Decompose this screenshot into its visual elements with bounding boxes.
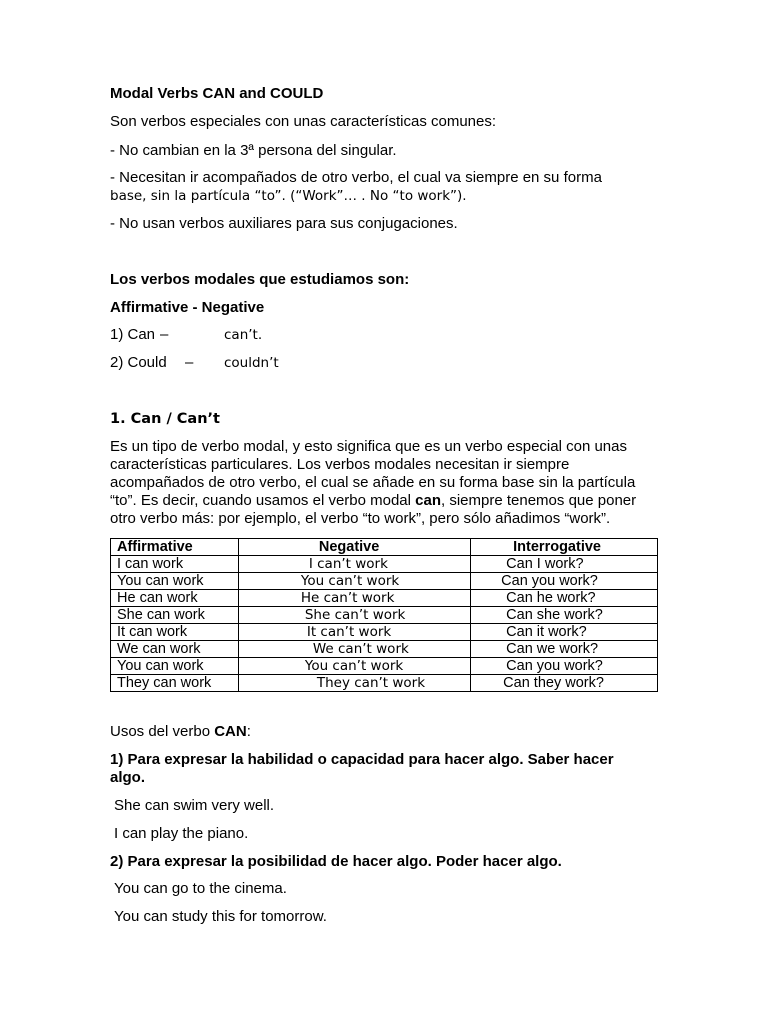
table-row [111,607,658,624]
header-negative: Negative [238,539,470,556]
cell-affirmative: We can work [111,641,239,658]
table-row [111,641,658,658]
section-1-line-5: otro verbo más: por ejemplo, el verbo “to work”, pero sólo añadimos “work”. [110,510,611,527]
cell-interrogative: Can I work? [471,556,658,573]
cell-affirmative: It can work [111,624,239,641]
cell-affirmative: You can work [111,573,239,590]
rule-3: - No usan verbos auxiliares para sus conjugaciones. [110,215,458,232]
table-row [111,590,658,607]
aff-neg-heading: Affirmative - Negative [110,299,265,316]
modal-negative: couldn’t [224,355,279,371]
modal-affirmative: 1) Can [110,326,156,343]
cell-interrogative: Can they work? [471,675,658,692]
section-1-line-2: características particulares. Los verbos modales necesitan ir siempre [110,456,570,473]
cell-negative: We can’t work [238,641,470,658]
section-1-line-4-end: , siempre tenemos que poner [441,492,637,509]
modal-dash: – [185,354,194,371]
usos-heading-verb: CAN [214,723,247,740]
use-2-example: You can go to the cinema. [114,880,287,897]
can-keyword: can [415,492,442,509]
cell-negative: He can’t work [238,590,470,607]
cell-interrogative: Can it work? [471,624,658,641]
cell-negative: It can’t work [238,624,470,641]
cell-interrogative: Can you work? [471,658,658,675]
intro-text: Son verbos especiales con unas características comunes: [110,113,497,130]
table-row [111,556,658,573]
table-row [111,624,658,641]
section-1-title: 1. Can / Can’t [110,411,220,427]
document-title: Modal Verbs CAN and COULD [110,85,324,102]
table-header-row [111,539,658,556]
modals-heading: Los verbos modales que estudiamos son: [110,271,410,288]
table-row [111,675,658,692]
cell-affirmative: You can work [111,658,239,675]
section-1-line-4-start: “to”. Es decir, cuando usamos el verbo modal [110,492,416,509]
modal-row [110,354,310,372]
table-row [111,573,658,590]
section-1-line-1: Es un tipo de verbo modal, y esto significa que es un verbo especial con unas [110,438,627,455]
header-affirmative: Affirmative [111,539,239,556]
modal-dash: – [160,326,169,343]
section-1-line-4 [110,492,636,510]
use-1-example: She can swim very well. [114,797,275,814]
use-1-line-2: algo. [110,769,146,786]
rule-2-line-2: base, sin la partícula “to”. (“Work”… . No “to work”). [110,188,467,204]
cell-negative: They can’t work [238,675,470,692]
modal-affirmative: 2) Could [110,354,167,371]
use-2-line: 2) Para expresar la posibilidad de hacer algo. Poder hacer algo. [110,853,562,870]
cell-negative: I can’t work [238,556,470,573]
cell-interrogative: Can he work? [471,590,658,607]
cell-negative: You can’t work [238,658,470,675]
use-2-example: You can study this for tomorrow. [114,908,327,925]
header-interrogative: Interrogative [471,539,658,556]
modal-row [110,326,310,344]
cell-negative: She can’t work [238,607,470,624]
rule-1: - No cambian en la 3ª persona del singular. [110,142,397,159]
usos-heading-text: Usos del verbo [110,723,215,740]
cell-affirmative: She can work [111,607,239,624]
usos-heading [110,723,251,741]
cell-interrogative: Can we work? [471,641,658,658]
rule-2-line-1: - Necesitan ir acompañados de otro verbo, el cual va siempre en su forma [110,169,602,186]
use-1-line-1: 1) Para expresar la habilidad o capacidad para hacer algo. Saber hacer [110,751,614,768]
use-1-example: I can play the piano. [114,825,249,842]
usos-heading-colon: : [246,723,251,740]
cell-interrogative: Can she work? [471,607,658,624]
section-1-line-3: acompañados de otro verbo, el cual se añade en su forma base sin la partícula [110,474,636,491]
cell-affirmative: I can work [111,556,239,573]
table-row [111,658,658,675]
cell-interrogative: Can you work? [471,573,658,590]
cell-negative: You can’t work [238,573,470,590]
cell-affirmative: He can work [111,590,239,607]
cell-affirmative: They can work [111,675,239,692]
modal-negative: can’t. [224,327,263,343]
conjugation-table [110,538,658,692]
